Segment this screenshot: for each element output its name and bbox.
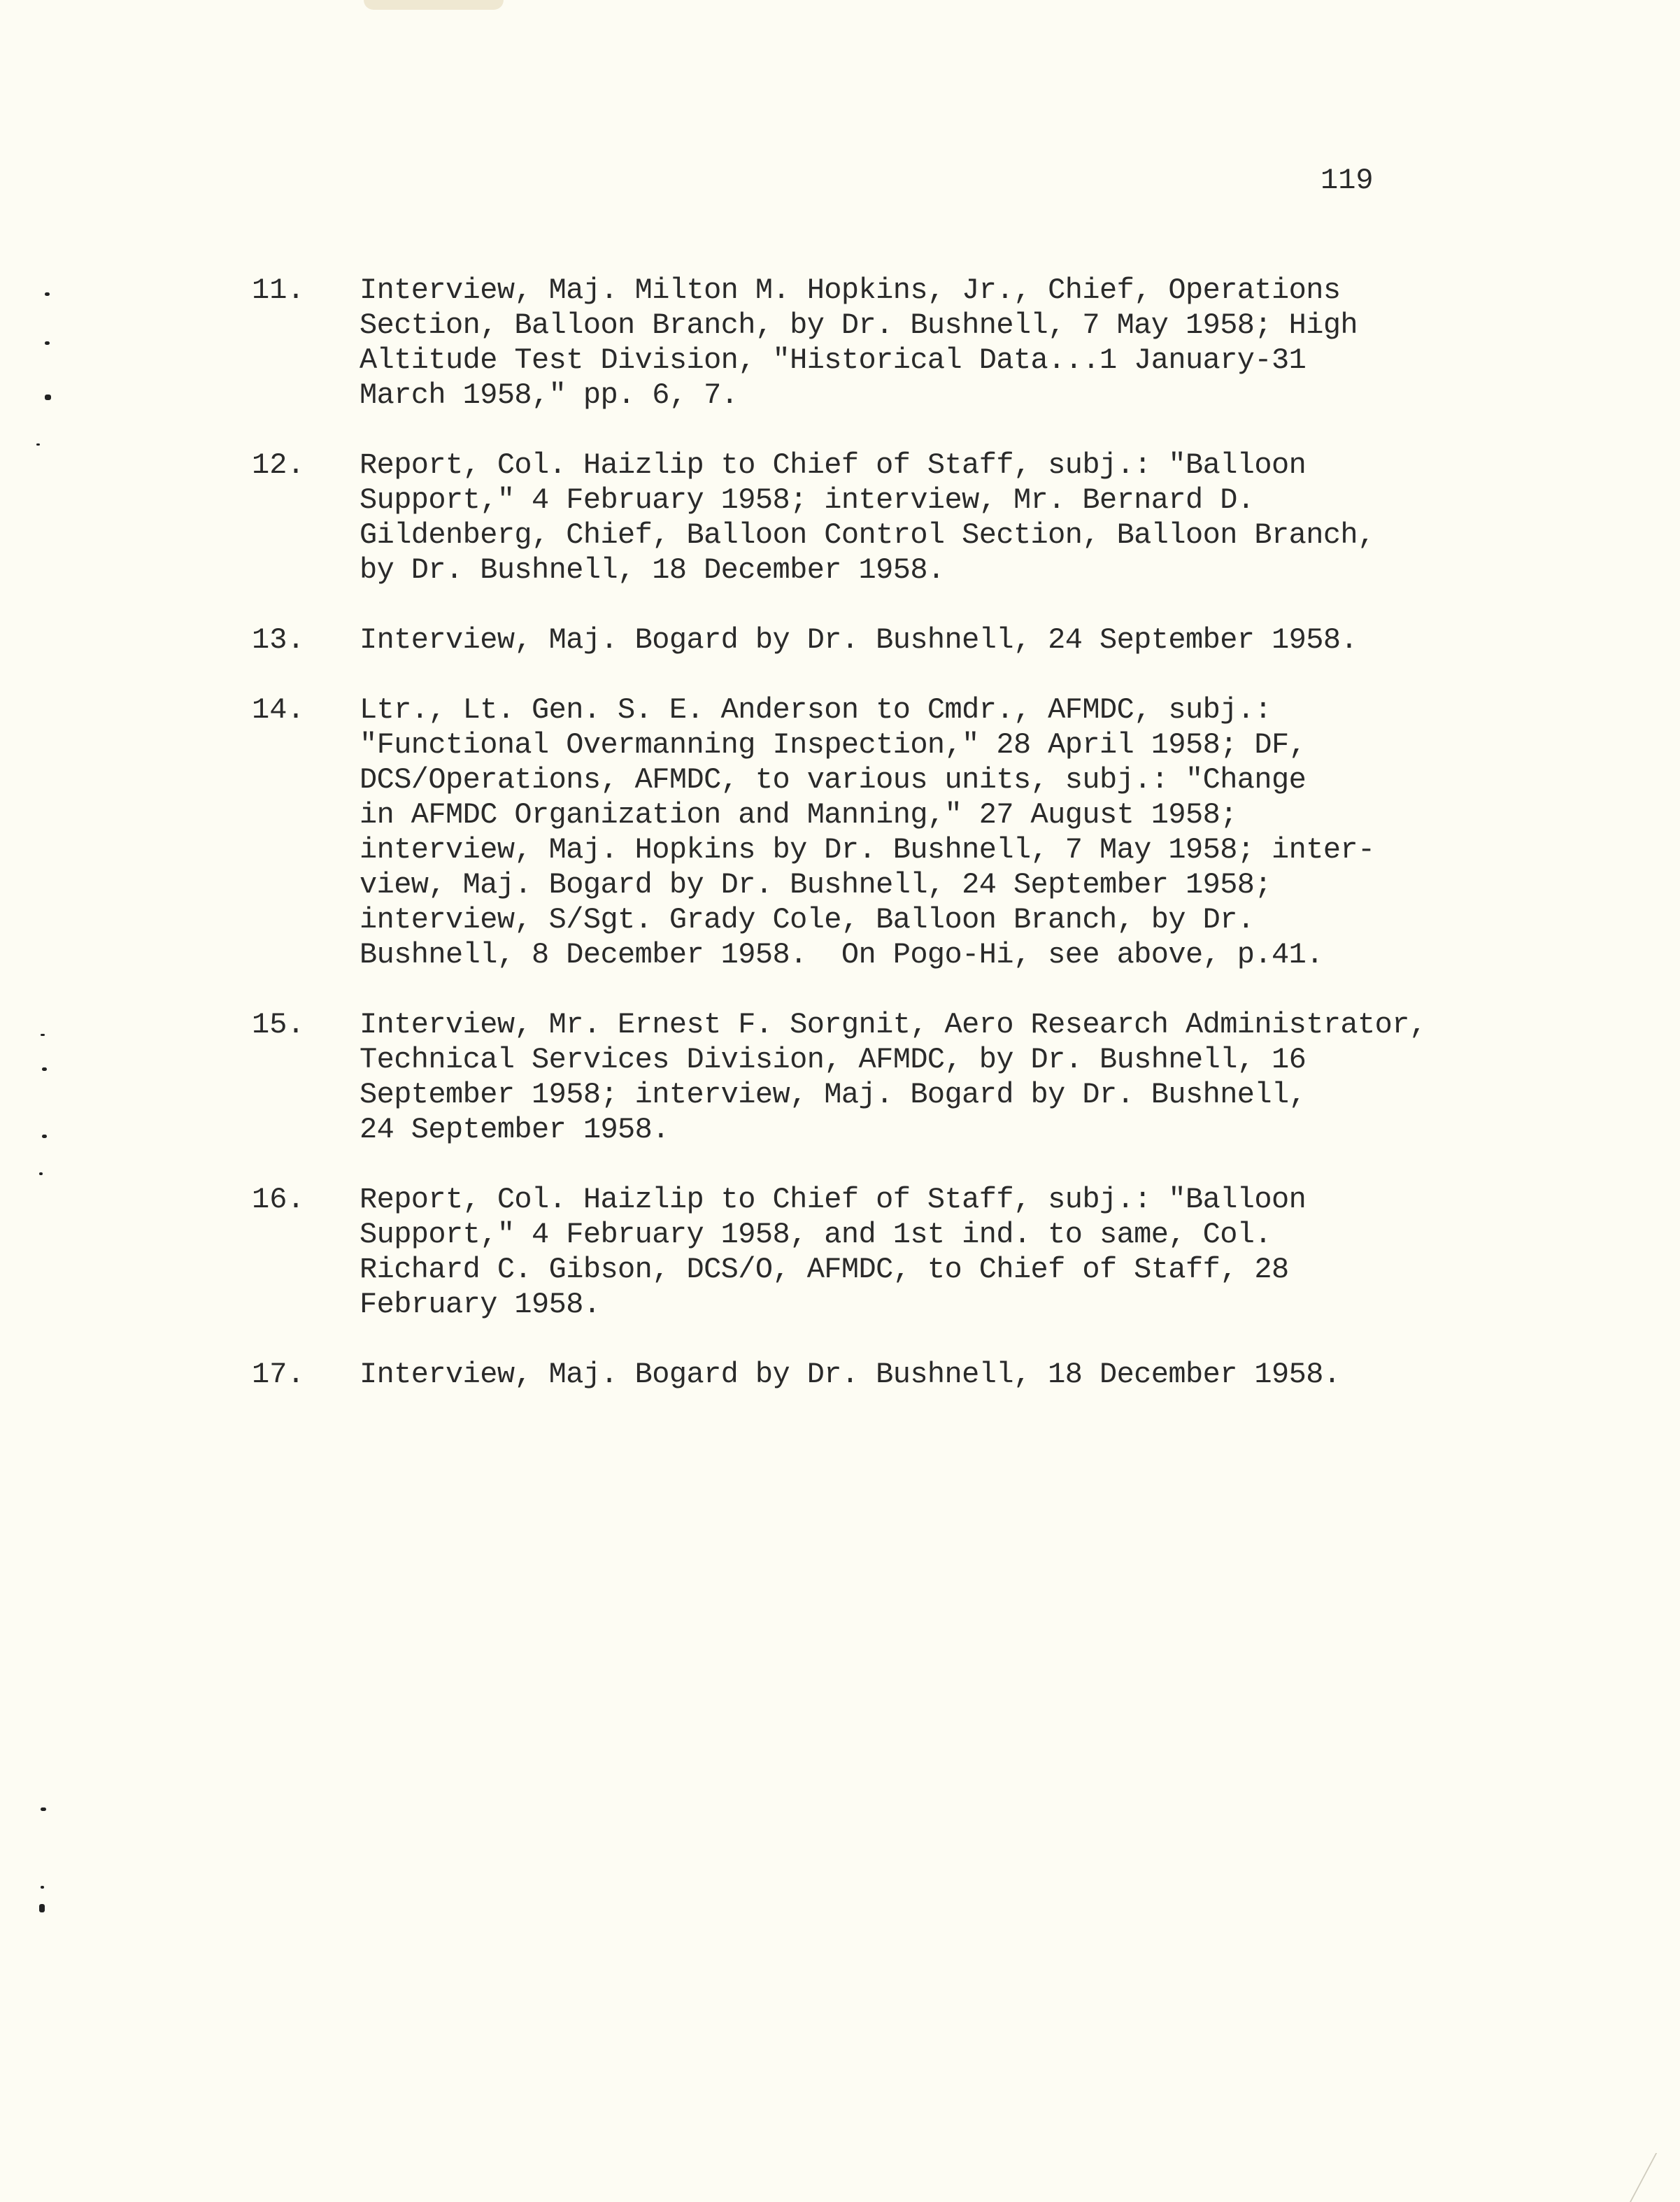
footnote-number: 15. [252, 1008, 305, 1042]
footnote-13 [252, 623, 1455, 658]
footnote-text [360, 623, 1455, 658]
footnote-number: 14. [252, 693, 305, 727]
footnote-number: 13. [252, 623, 305, 657]
left-margin-specks [0, 0, 84, 2202]
footnote-line: Altitude Test Division, "Historical Data...1 January-31 [360, 343, 1307, 377]
footnote-line: March 1958," pp. 6, 7. [360, 378, 739, 412]
footnote-number: 11. [252, 274, 305, 307]
footnote-17 [252, 1357, 1455, 1392]
footnote-number: 12. [252, 448, 305, 482]
spacer [252, 972, 1455, 1007]
page-number: 119 [1320, 164, 1374, 197]
margin-speck [45, 341, 50, 345]
page-corner-curl [1630, 2153, 1680, 2202]
footnote-text [360, 448, 1455, 588]
spacer [252, 1322, 1455, 1357]
footnote-line: view, Maj. Bogard by Dr. Bushnell, 24 September 1958; [360, 868, 1272, 902]
margin-speck [41, 1886, 44, 1889]
footnote-line: Interview, Mr. Ernest F. Sorgnit, Aero Research Administrator, [360, 1008, 1427, 1042]
paper-stain [364, 0, 504, 10]
spacer [252, 658, 1455, 692]
footnote-list [252, 273, 1455, 1392]
footnote-line: Interview, Maj. Milton M. Hopkins, Jr., Chief, Operations [360, 274, 1341, 307]
footnote-line: Technical Services Division, AFMDC, by Dr. Bushnell, 16 [360, 1043, 1307, 1077]
footnote-16 [252, 1182, 1455, 1322]
footnote-line: interview, S/Sgt. Grady Cole, Balloon Branch, by Dr. [360, 903, 1255, 937]
footnote-line: Richard C. Gibson, DCS/O, AFMDC, to Chief of Staff, 28 [360, 1253, 1289, 1286]
footnote-number: 16. [252, 1183, 305, 1216]
margin-speck [41, 1807, 46, 1811]
margin-speck [45, 292, 50, 296]
footnote-14 [252, 692, 1455, 972]
footnote-line: in AFMDC Organization and Manning," 27 August 1958; [360, 798, 1237, 832]
footnote-line: Interview, Maj. Bogard by Dr. Bushnell, 18 December 1958. [360, 1358, 1341, 1391]
footnote-text [360, 1357, 1455, 1392]
spacer [252, 1147, 1455, 1182]
footnote-text [360, 692, 1455, 972]
footnote-line: September 1958; interview, Maj. Bogard by Dr. Bushnell, [360, 1078, 1307, 1111]
footnote-line: Gildenberg, Chief, Balloon Control Section, Balloon Branch, [360, 518, 1375, 552]
footnote-text [360, 273, 1455, 413]
margin-speck [36, 443, 40, 446]
margin-speck [39, 1904, 45, 1912]
footnote-11 [252, 273, 1455, 413]
footnote-line: Support," 4 February 1958, and 1st ind. to same, Col. [360, 1218, 1272, 1251]
margin-speck [42, 1067, 47, 1071]
footnote-line: Ltr., Lt. Gen. S. E. Anderson to Cmdr., AFMDC, subj.: [360, 693, 1272, 727]
spacer [252, 413, 1455, 448]
footnote-text [360, 1182, 1455, 1322]
footnote-line: February 1958. [360, 1288, 601, 1321]
footnote-line: DCS/Operations, AFMDC, to various units, subj.: "Change [360, 763, 1307, 797]
margin-speck [39, 1172, 43, 1175]
footnote-line: interview, Maj. Hopkins by Dr. Bushnell, 7 May 1958; inter- [360, 833, 1375, 867]
footnote-12 [252, 448, 1455, 588]
footnote-line: Report, Col. Haizlip to Chief of Staff, subj.: "Balloon [360, 448, 1307, 482]
margin-speck [41, 1034, 45, 1036]
footnote-line: Report, Col. Haizlip to Chief of Staff, subj.: "Balloon [360, 1183, 1307, 1216]
spacer [252, 588, 1455, 623]
footnote-line: Interview, Maj. Bogard by Dr. Bushnell, 24 September 1958. [360, 623, 1358, 657]
margin-speck [45, 395, 51, 400]
footnote-number: 17. [252, 1358, 305, 1391]
footnote-line: by Dr. Bushnell, 18 December 1958. [360, 553, 945, 587]
footnote-line: "Functional Overmanning Inspection," 28 April 1958; DF, [360, 728, 1307, 762]
margin-speck [42, 1135, 47, 1138]
footnote-15 [252, 1007, 1455, 1147]
footnote-line: Support," 4 February 1958; interview, Mr. Bernard D. [360, 483, 1255, 517]
footnote-line: 24 September 1958. [360, 1113, 669, 1146]
footnote-text [360, 1007, 1455, 1147]
footnote-line: Section, Balloon Branch, by Dr. Bushnell, 7 May 1958; High [360, 308, 1358, 342]
footnote-line: Bushnell, 8 December 1958. On Pogo-Hi, see above, p.41. [360, 938, 1323, 972]
